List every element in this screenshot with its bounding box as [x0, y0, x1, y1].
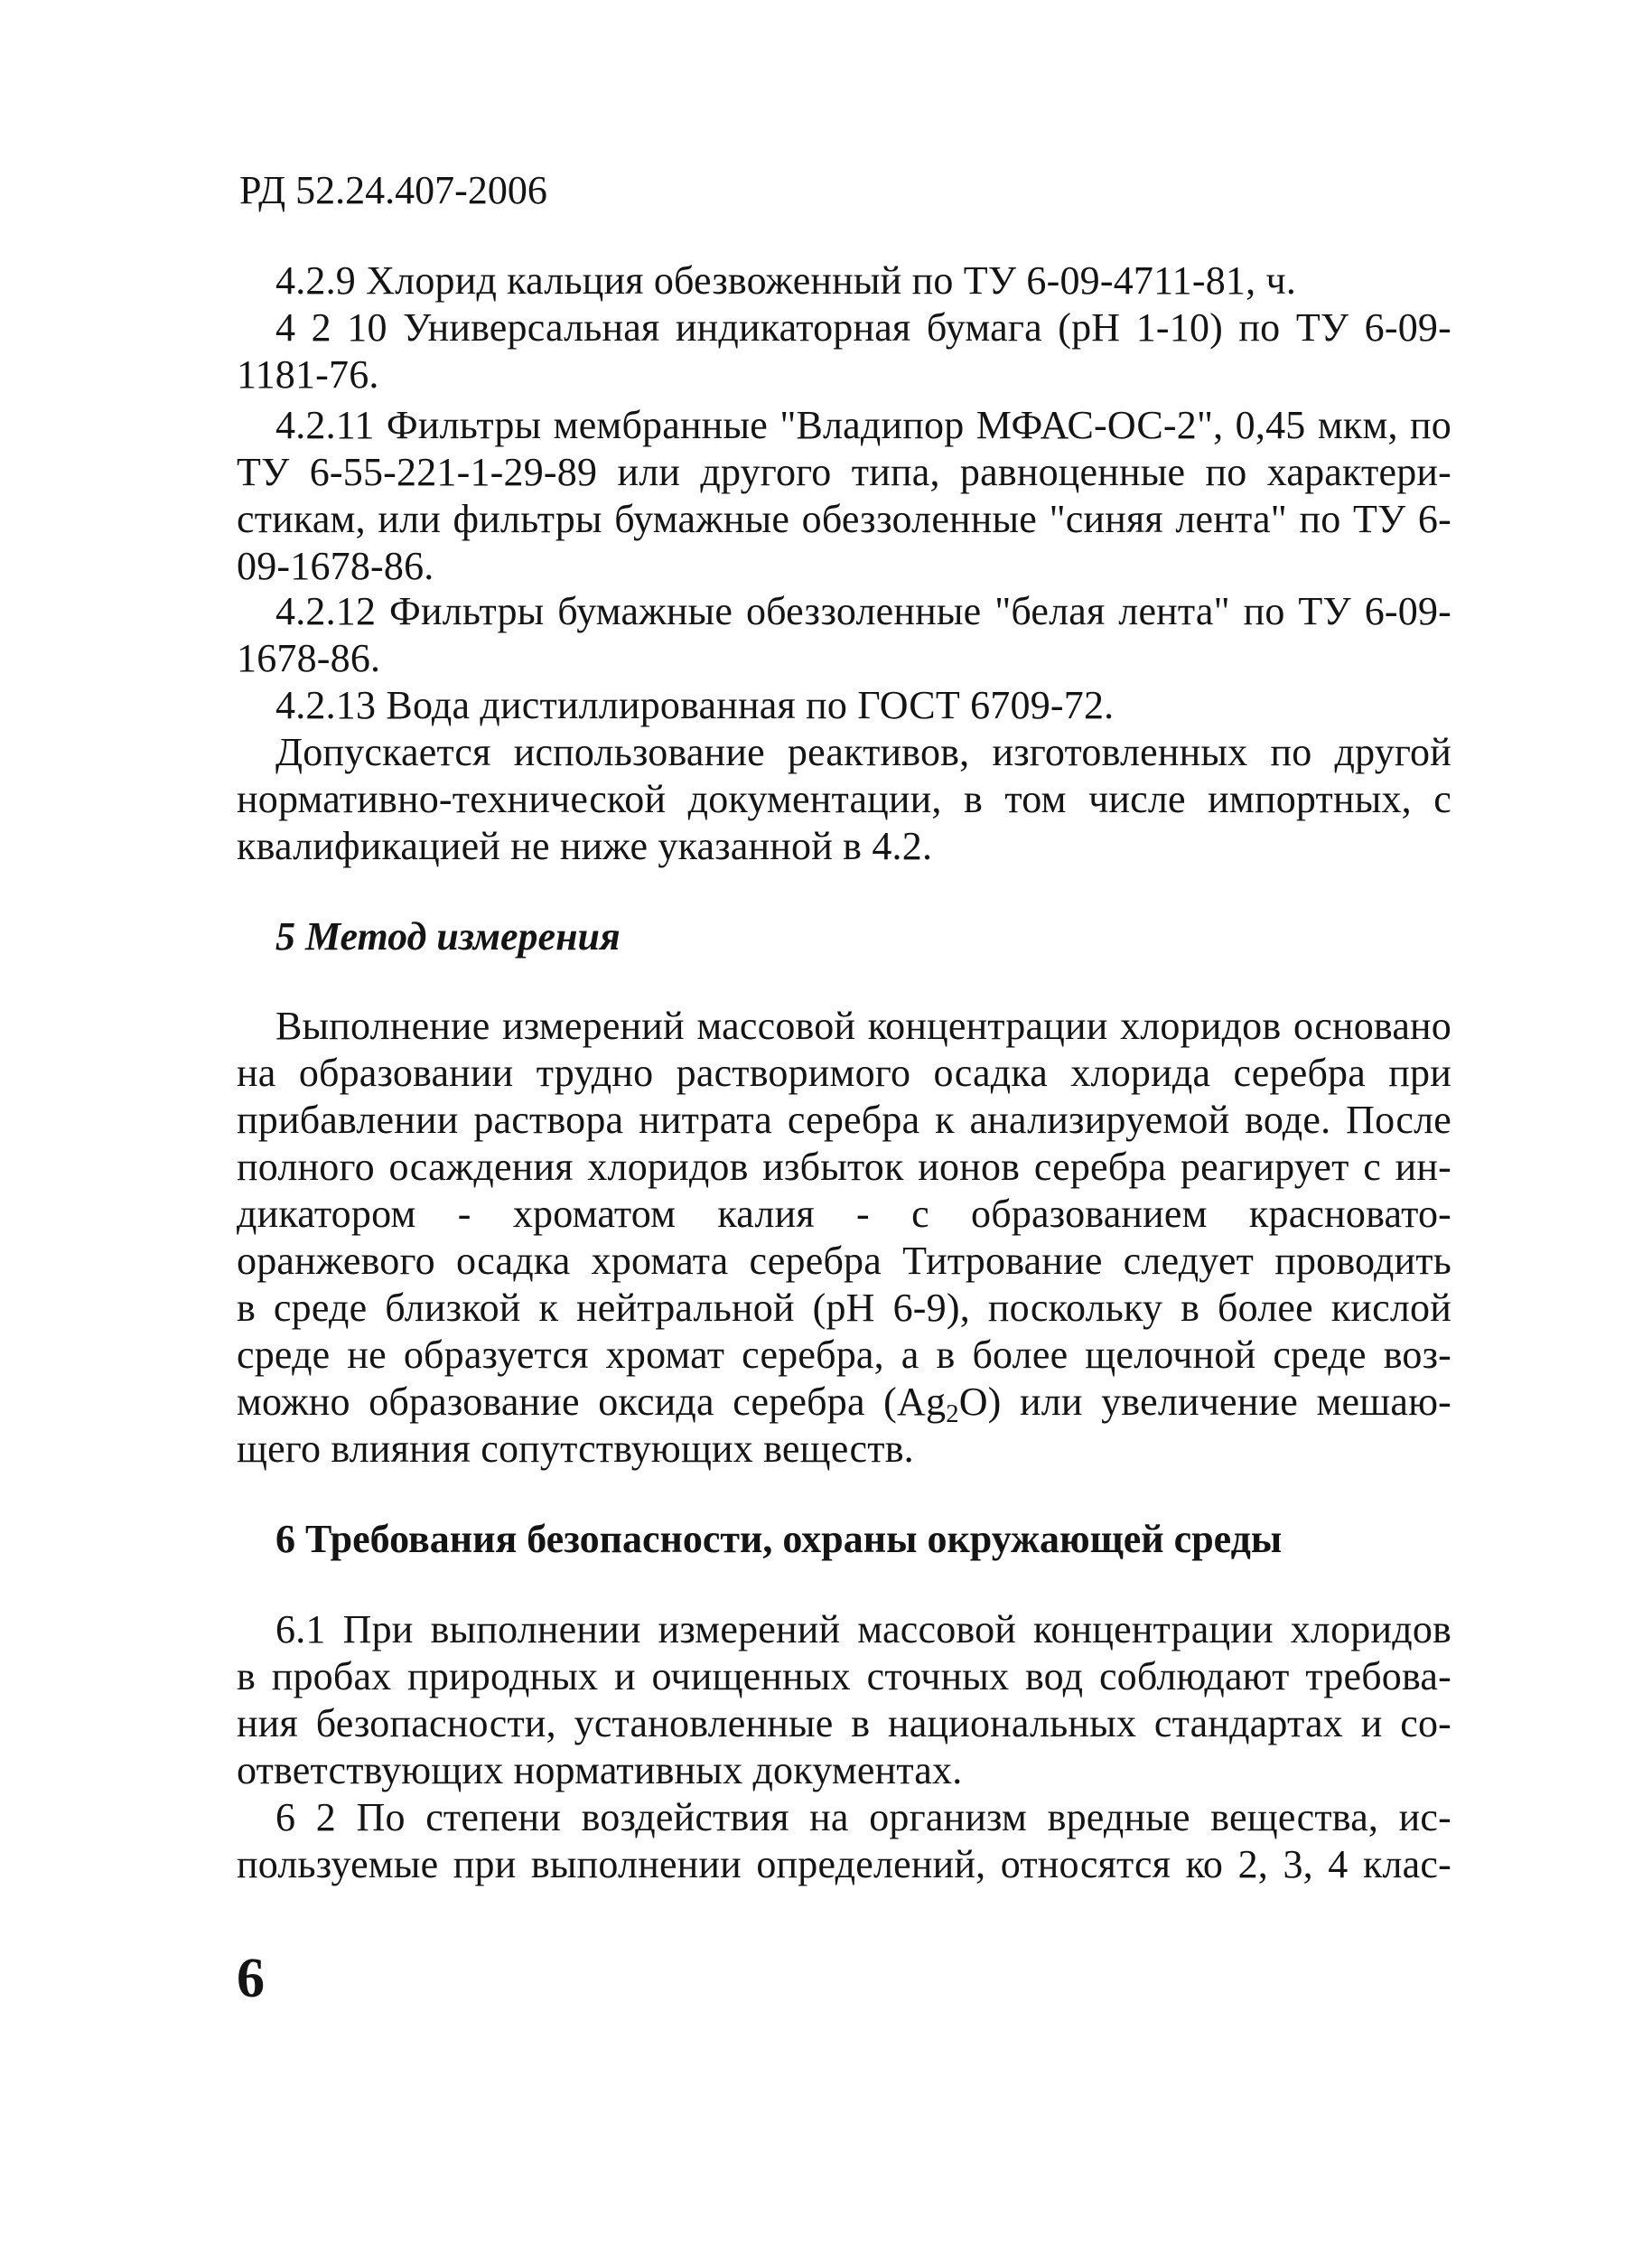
paragraph-line: в пробах природных и очищенных сточных вод соблюдают требова- — [237, 1654, 1451, 1698]
paragraph-line: 6.1 При выполнении измерений массовой концентрации хлоридов — [275, 1607, 1451, 1651]
formula-text-after: O) или увеличение мешаю- — [958, 1380, 1451, 1424]
paragraph-line: ния безопасности, установленные в национальных стандартах и со- — [237, 1701, 1451, 1745]
paragraph-line: 09-1678-86. — [237, 544, 434, 588]
paragraph-line: дикатором - хроматом калия - с образованием красновато- — [237, 1192, 1451, 1236]
section-heading: 5 Метод измерения — [275, 914, 621, 959]
paragraph-line: 4.2.11 Фильтры мембранные "Владипор МФАС-ОС-2", 0,45 мкм, по — [275, 403, 1451, 447]
paragraph-line: прибавлении раствора нитрата серебра к анализируемой воде. После — [237, 1098, 1451, 1142]
page-number: 6 — [237, 1948, 265, 2009]
paragraph-line: щего влияния сопутствующих веществ. — [237, 1427, 914, 1471]
paragraph-line: ответствующих нормативных документах. — [237, 1748, 963, 1792]
paragraph-line: 4.2.12 Фильтры бумажные обеззоленные "белая лента" по ТУ 6-09- — [275, 589, 1451, 633]
paragraph-line: стикам, или фильтры бумажные обеззоленные "синяя лента" по ТУ 6- — [237, 497, 1451, 541]
paragraph-line: 4.2.9 Хлорид кальция обезвоженный по ТУ 6-09-4711-81, ч. — [275, 258, 1297, 303]
paragraph-line: в среде близкой к нейтральной (рН 6-9), поскольку в более кислой — [237, 1286, 1451, 1330]
paragraph-line: оранжевого осадка хромата серебра Титрование следует проводить — [237, 1239, 1451, 1283]
paragraph-line: 1181-76. — [237, 352, 379, 397]
paragraph-line: ТУ 6-55-221-1-29-89 или другого типа, равноценные по характери- — [237, 450, 1451, 494]
paragraph-line: 4.2.13 Вода дистиллированная по ГОСТ 6709-72. — [275, 683, 1115, 727]
paragraph-line: 1678-86. — [237, 636, 381, 680]
paragraph-line: 6 2 По степени воздействия на организм вредные вещества, ис- — [275, 1795, 1451, 1839]
formula-text-before: можно образование оксида серебра (Ag — [237, 1380, 947, 1424]
paragraph-line: полного осаждения хлоридов избыток ионов серебра реагирует с ин- — [237, 1145, 1451, 1189]
paragraph-line: пользуемые при выполнении определений, относятся ко 2, 3, 4 клас- — [237, 1842, 1451, 1886]
paragraph-line: нормативно-технической документации, в том числе импортных, с — [237, 777, 1451, 821]
formula-subscript: 2 — [946, 1400, 959, 1428]
paragraph-line: на образовании трудно растворимого осадка хлорида серебра при — [237, 1051, 1451, 1095]
paragraph-line: Выполнение измерений массовой концентрации хлоридов основано — [275, 1004, 1451, 1048]
paragraph-line: квалификацией не ниже указанной в 4.2. — [237, 824, 933, 868]
paragraph-line-with-formula — [237, 1379, 1451, 1431]
paragraph-line: 4 2 10 Универсальная индикаторная бумага (рН 1-10) по ТУ 6-09- — [275, 305, 1451, 350]
paragraph-line: среде не образуется хромат серебра, а в более щелочной среде воз- — [237, 1333, 1451, 1377]
paragraph-line: Допускается использование реактивов, изготовленных по другой — [275, 730, 1451, 774]
section-heading: 6 Требования безопасности, охраны окружающей среды — [275, 1517, 1283, 1561]
document-code-header: РД 52.24.407-2006 — [239, 168, 547, 212]
